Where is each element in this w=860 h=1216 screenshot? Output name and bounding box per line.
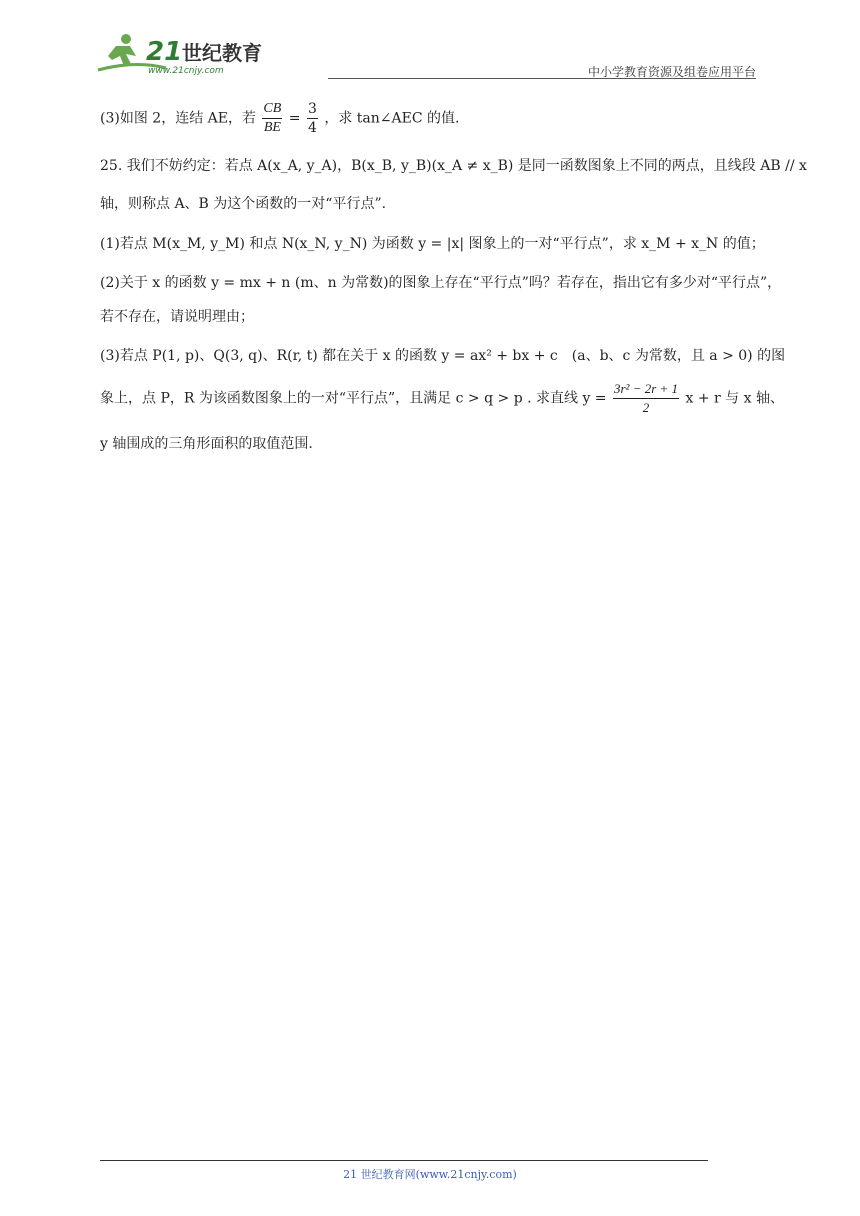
page-header (96, 30, 756, 78)
header-divider (328, 78, 756, 79)
question-25-part-2-line-2: 若不存在，请说明理由； (100, 309, 254, 325)
footer-site-link[interactable]: 21 世纪教育网(www.21cnjy.com) (343, 1168, 517, 1181)
q25-3-line2-suffix: x + r 与 x 轴、 (685, 390, 784, 407)
slope-fraction (613, 380, 679, 417)
question-25-line-1: 25. 我们不妨约定：若点 A(x_A, y_A)，B(x_B, y_B)(x_A ≠ x_B) 是同一函数图象上不同的两点，且线段 AB // x (100, 158, 807, 174)
question-25-part-2-line-1: (2)关于 x 的函数 y = mx + n (m、n 为常数)的图象上存在“平行点”吗？若存在，指出它有多少对“平行点”， (100, 275, 782, 291)
q25-3-line2-prefix: 象上，点 P，R 为该函数图象上的一对“平行点”，且满足 c > q > p . 求直线 y = (100, 390, 607, 407)
slope-denominator: 2 (642, 400, 650, 415)
frac-denominator: BE (263, 120, 281, 135)
brand-logo (96, 30, 266, 76)
q24-3-suffix: ，求 tan∠AEC 的值. (324, 110, 460, 127)
question-25-part-1: (1)若点 M(x_M, y_M) 和点 N(x_N, y_N) 为函数 y = |x| 图象上的一对“平行点”，求 x_M + x_N 的值； (100, 236, 765, 252)
frac-numerator: CB (262, 100, 282, 119)
header-platform-name: 中小学教育资源及组卷应用平台 (587, 65, 756, 79)
question-25-part-3-line-1: (3)若点 P(1, p)、Q(3, q)、R(r, t) 都在关于 x 的函数 y = ax² + bx + c (a、b、c 为常数，且 a > 0) 的图 (100, 348, 786, 364)
svg-text:21: 21 (146, 37, 183, 67)
question-24-part-3 (100, 100, 459, 137)
value-denominator: 4 (307, 120, 317, 136)
svg-text:世纪教育: 世纪教育 (182, 41, 262, 65)
three-quarters-fraction (307, 100, 318, 137)
question-25-part-3-line-3: y 轴围成的三角形面积的取值范围. (100, 436, 313, 452)
svg-text:www.21cnjy.com: www.21cnjy.com (148, 66, 224, 76)
footer-divider (100, 1160, 708, 1161)
slope-numerator: 3r² − 2r + 1 (613, 380, 679, 399)
value-numerator: 3 (307, 101, 317, 117)
cb-over-be-fraction (262, 100, 282, 137)
q24-3-prefix: (3)如图 2，连结 AE，若 (100, 110, 256, 127)
equals-sign: = (288, 110, 301, 127)
question-25-part-3-line-2 (100, 380, 784, 417)
question-25-line-2: 轴，则称点 A、B 为这个函数的一对“平行点”. (100, 196, 387, 212)
